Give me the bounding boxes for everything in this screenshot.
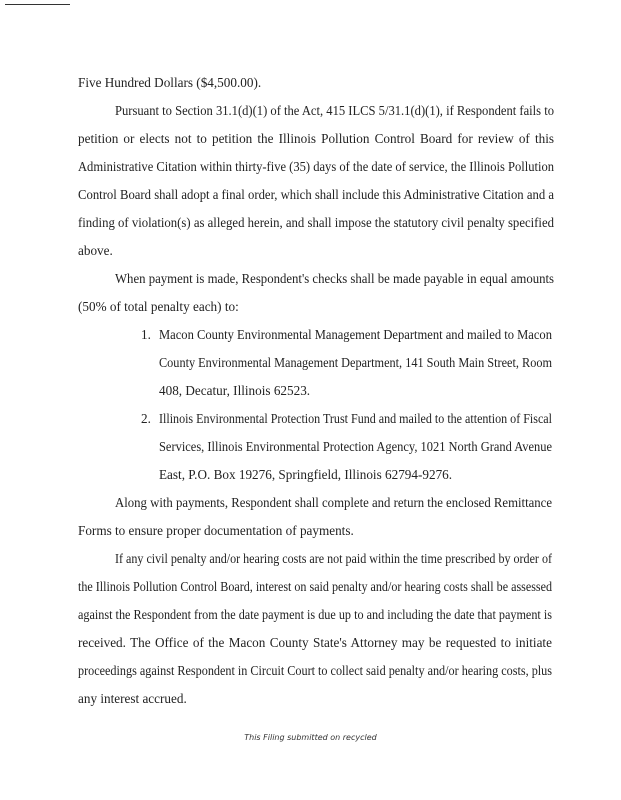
footer-note: This Filing submitted on recycled — [244, 733, 377, 742]
paragraph-line: proceedings against Respondent in Circuit Court to collect said penalty and/or hearing costs, plus — [78, 663, 552, 678]
paragraph-line: the Illinois Pollution Control Board, interest on said penalty and/or hearing costs shall be assessed — [78, 579, 553, 594]
list-line: County Environmental Management Department, 141 South Main Street, Room — [159, 355, 553, 370]
list-line: Illinois Environmental Protection Trust Fund and mailed to the attention of Fiscal — [159, 411, 552, 426]
list-line: 408, Decatur, Illinois 62523. — [159, 383, 311, 398]
paragraph-line: Along with payments, Respondent shall complete and return the enclosed Remittance — [115, 495, 553, 510]
paragraph-line: Pursuant to Section 31.1(d)(1) of the Act, 415 ILCS 5/31.1(d)(1), if Respondent fails to — [115, 103, 554, 118]
list-number: 1. — [141, 327, 151, 342]
paragraph-line: any interest accrued. — [78, 691, 187, 706]
paragraph-line: (50% of total penalty each) to: — [78, 299, 239, 314]
list-line: Services, Illinois Environmental Protection Agency, 1021 North Grand Avenue — [159, 439, 553, 454]
paragraph-line: When payment is made, Respondent's checks shall be made payable in equal amounts — [115, 271, 555, 286]
paragraph-line: above. — [78, 243, 113, 258]
paragraph-line: Administrative Citation within thirty-five (35) days of the date of service, the Illinois Pollution — [78, 159, 554, 174]
paragraph-line: Five Hundred Dollars ($4,500.00). — [78, 75, 262, 90]
list-line: East, P.O. Box 19276, Springfield, Illinois 62794-9276. — [159, 467, 453, 482]
list-number: 2. — [141, 411, 151, 426]
paragraph-line: Forms to ensure proper documentation of payments. — [78, 523, 354, 538]
paragraph-line: finding of violation(s) as alleged herein, and shall impose the statutory civil penalty specified — [78, 215, 555, 230]
paragraph-line: received. The Office of the Macon County State's Attorney may be requested to initiate — [78, 635, 552, 650]
top-rule — [5, 4, 70, 5]
paragraph-line: petition or elects not to petition the Illinois Pollution Control Board for review of this — [78, 131, 554, 146]
paragraph-line: If any civil penalty and/or hearing costs are not paid within the time prescribed by order of — [115, 551, 552, 566]
paragraph-line: against the Respondent from the date payment is due up to and including the date that payment is — [78, 607, 552, 622]
paragraph-line: Control Board shall adopt a final order, which shall include this Administrative Citation and a — [78, 187, 554, 202]
list-line: Macon County Environmental Management Department and mailed to Macon — [159, 327, 552, 342]
